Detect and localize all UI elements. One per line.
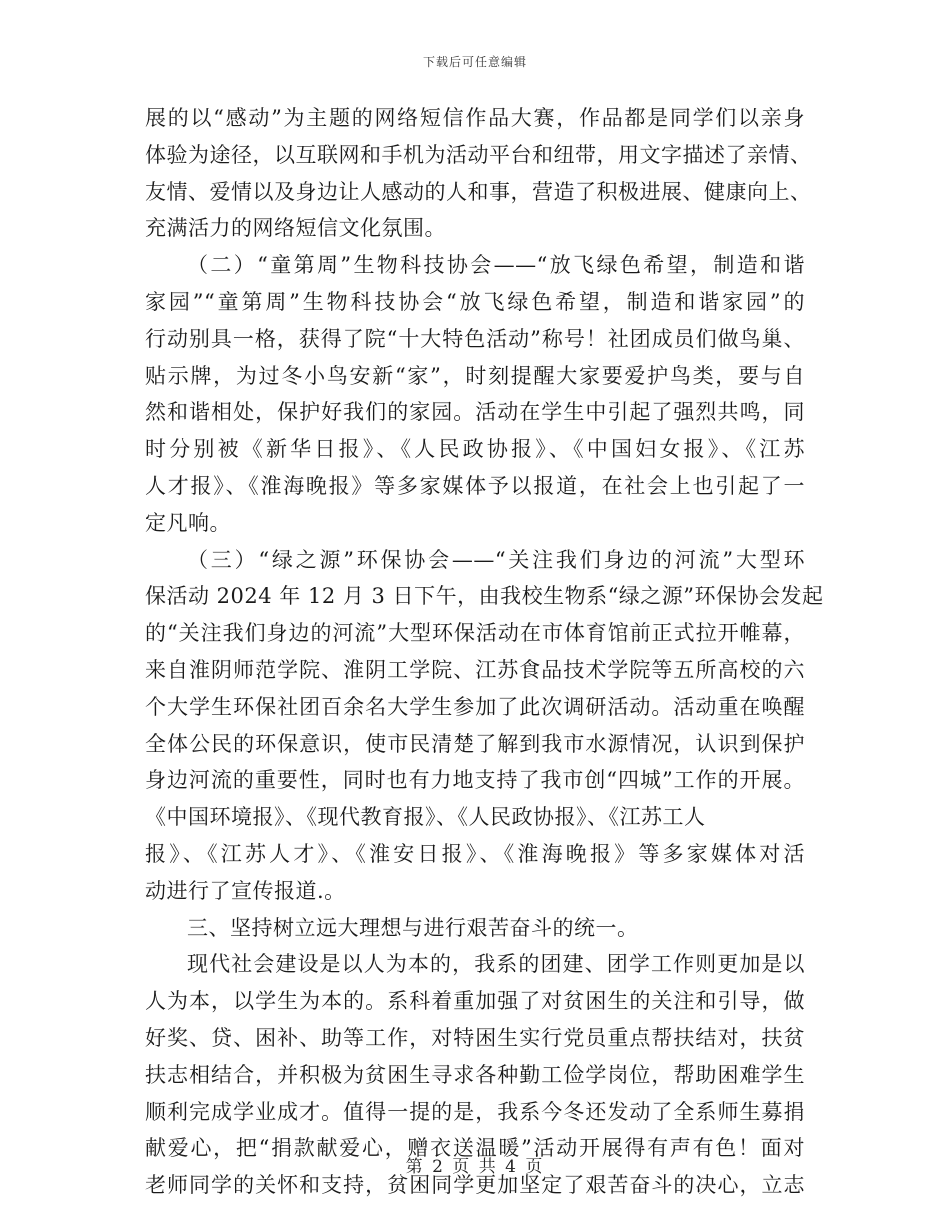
text-line: 贴示牌，为过冬小鸟安新“家”，时刻提醒大家要爱护鸟类，要与自 [145,363,805,388]
text-line: 好奖、贷、困补、助等工作，对特困生实行党员重点帮扶结对，扶贫 [145,1025,805,1050]
page-number: 第 2 页 共 4 页 [405,1157,545,1177]
text-line: 定凡响。 [145,510,231,535]
text-line: 身边河流的重要性，同时也有力地支持了我市创“四城”工作的开展。 [145,768,805,793]
text-line: 老师同学的关怀和支持，贫困同学更加坚定了艰苦奋斗的决心，立志 [145,1173,805,1198]
text-line: 的“关注我们身边的河流”大型环保活动在市体育馆前正式拉开帷幕， [145,621,805,646]
text-line: （三）“绿之源”环保协会——“关注我们身边的河流”大型环 [187,547,805,572]
text-line: 来自淮阴师范学院、淮阴工学院、江苏食品技术学院等五所高校的六 [145,657,805,682]
text-line: 报》、《江苏人才》、《淮安日报》、《淮海晚报》等多家媒体对活 [145,841,805,866]
text-line: 献爱心，把“捐款献爱心，赠衣送温暖”活动开展得有声有色！面对 [145,1136,805,1161]
text-line: 人为本，以学生为本的。系科着重加强了对贫困生的关注和引导，做 [145,989,805,1014]
page-header-note: 下载后可任意编辑 [422,55,527,69]
text-line: 三、坚持树立远大理想与进行艰苦奋斗的统一。 [187,915,639,940]
text-line: （二）“童第周”生物科技协会——“放飞绿色希望，制造和谐 [187,253,805,278]
text-line: 体验为途径，以互联网和手机为活动平台和纽带，用文字描述了亲情、 [145,142,812,167]
text-line: 时分别被《新华日报》、《人民政协报》、《中国妇女报》、《江苏 [145,437,805,462]
document-body [145,100,824,1204]
text-line: 现代社会建设是以人为本的，我系的团建、团学工作则更加是以 [187,952,805,977]
text-line: 全体公民的环保意识，使市民清楚了解到我市水源情况，认识到保护 [145,731,805,756]
text-line: 动进行了宣传报道.。 [145,878,346,903]
text-line: 行动别具一格，获得了院“十大特色活动”称号！社团成员们做鸟巢、 [145,326,805,351]
text-line: 保活动 2024 年 12 月 3 日下午，由我校生物系“绿之源”环保协会发起 [145,584,824,609]
text-line: 扶志相结合，并积极为贫困生寻求各种勤工俭学岗位，帮助困难学生 [145,1062,805,1087]
text-line: 人才报》、《淮海晚报》等多家媒体予以报道，在社会上也引起了一 [145,473,805,498]
text-line: 家园”“童第周”生物科技协会“放飞绿色希望，制造和谐家园”的 [145,289,805,314]
text-line: 个大学生环保社团百余名大学生参加了此次调研活动。活动重在唤醒 [145,694,805,719]
text-line: 充满活力的网络短信文化氛围。 [145,216,446,241]
text-line: 《中国环境报》、《现代教育报》、《人民政协报》、《江苏工人 [145,805,706,830]
text-line: 然和谐相处，保护好我们的家园。活动在学生中引起了强烈共鸣，同 [145,400,805,425]
text-line: 展的以“感动”为主题的网络短信作品大赛，作品都是同学们以亲身 [145,106,805,130]
text-line: 友情、爱情以及身边让人感动的人和事，营造了积极进展、健康向上、 [145,179,812,204]
text-line: 顺利完成学业成才。值得一提的是，我系今冬还发动了全系师生募捐 [145,1099,805,1124]
